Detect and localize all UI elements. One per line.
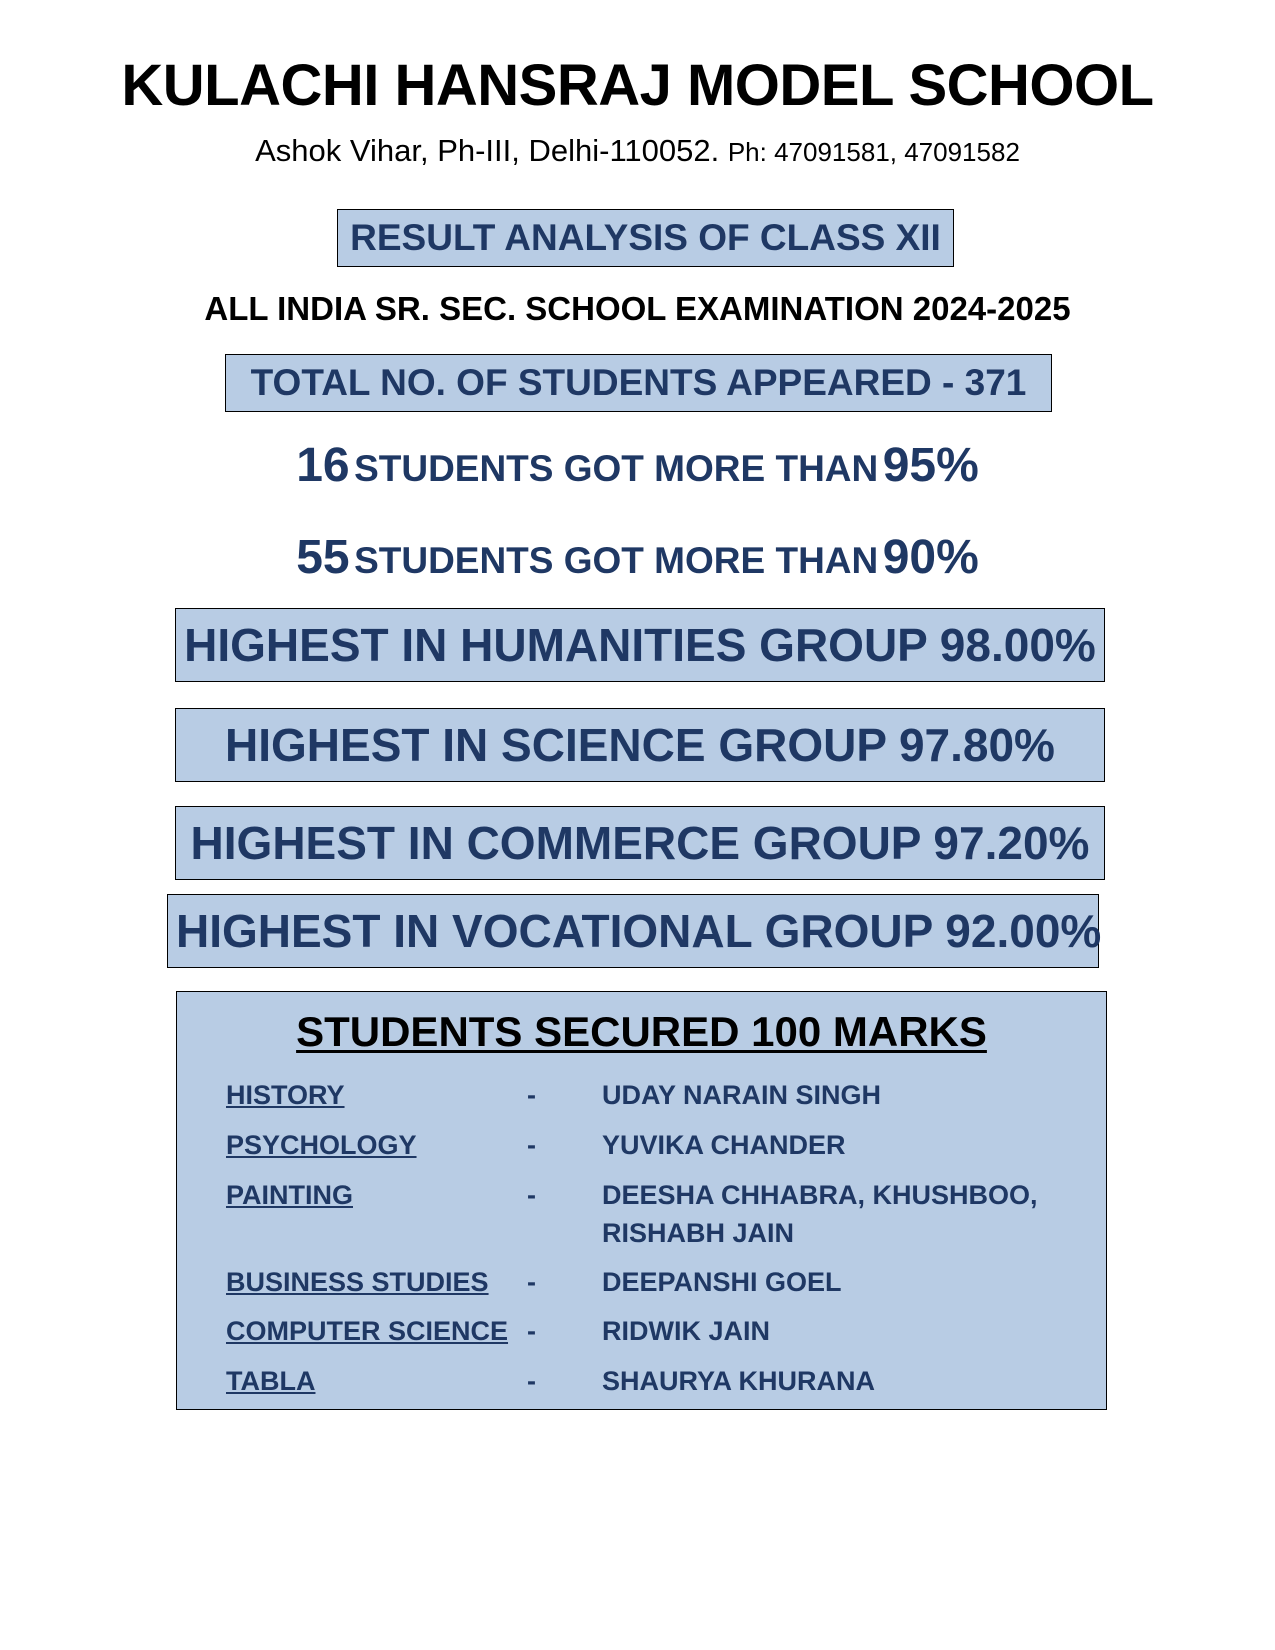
subject-label: PSYCHOLOGY xyxy=(226,1130,417,1160)
highest-commerce-box: HIGHEST IN COMMERCE GROUP 97.20% xyxy=(175,806,1105,880)
address-line xyxy=(0,133,1275,169)
subject-label: TABLA xyxy=(226,1366,316,1396)
separator-dash: - xyxy=(527,1130,536,1160)
student-names: DEEPANSHI GOEL xyxy=(602,1267,842,1297)
stat-count: 16 xyxy=(296,439,350,492)
stat-text: STUDENTS GOT MORE THAN xyxy=(354,448,879,489)
separator-dash: - xyxy=(527,1180,536,1210)
subject-label: BUSINESS STUDIES xyxy=(226,1267,489,1297)
stat-line-95 xyxy=(0,438,1275,493)
student-names: SHAURYA KHURANA xyxy=(602,1366,876,1396)
stat-text: STUDENTS GOT MORE THAN xyxy=(354,540,879,581)
school-name: KULACHI HANSRAJ MODEL SCHOOL xyxy=(121,53,1154,118)
stat-line-90 xyxy=(0,530,1275,585)
student-names: DEESHA CHHABRA, KHUSHBOO, RISHABH JAIN xyxy=(602,1180,1038,1248)
highest-science-box: HIGHEST IN SCIENCE GROUP 97.80% xyxy=(175,708,1105,782)
student-names: YUVIKA CHANDER xyxy=(602,1130,846,1160)
subject-label: PAINTING xyxy=(226,1180,353,1210)
separator-dash: - xyxy=(527,1366,536,1396)
stat-percent: 90% xyxy=(882,531,979,584)
highest-humanities-box: HIGHEST IN HUMANITIES GROUP 98.00% xyxy=(175,608,1105,682)
separator-dash: - xyxy=(527,1316,536,1346)
separator-dash: - xyxy=(527,1267,536,1297)
subject-label: COMPUTER SCIENCE xyxy=(226,1316,509,1346)
separator-dash: - xyxy=(527,1080,536,1110)
exam-line: ALL INDIA SR. SEC. SCHOOL EXAMINATION 2024-2025 xyxy=(204,290,1071,327)
stat-percent: 95% xyxy=(882,439,979,492)
phone-numbers: Ph: 47091581, 47091582 xyxy=(727,137,1020,167)
address: Ashok Vihar, Ph-III, Delhi-110052. xyxy=(255,133,720,168)
highest-vocational-box: HIGHEST IN VOCATIONAL GROUP 92.00% xyxy=(167,894,1099,968)
hundred-marks-title: STUDENTS SECURED 100 MARKS xyxy=(296,1008,987,1055)
hundred-marks-panel xyxy=(176,991,1107,1410)
result-analysis-title: RESULT ANALYSIS OF CLASS XII xyxy=(337,209,954,267)
total-appeared-box: TOTAL NO. OF STUDENTS APPEARED - 371 xyxy=(225,354,1052,412)
stat-count: 55 xyxy=(296,531,350,584)
student-names: RIDWIK JAIN xyxy=(602,1316,770,1346)
student-names: UDAY NARAIN SINGH xyxy=(602,1080,882,1110)
subject-label: HISTORY xyxy=(226,1080,345,1110)
